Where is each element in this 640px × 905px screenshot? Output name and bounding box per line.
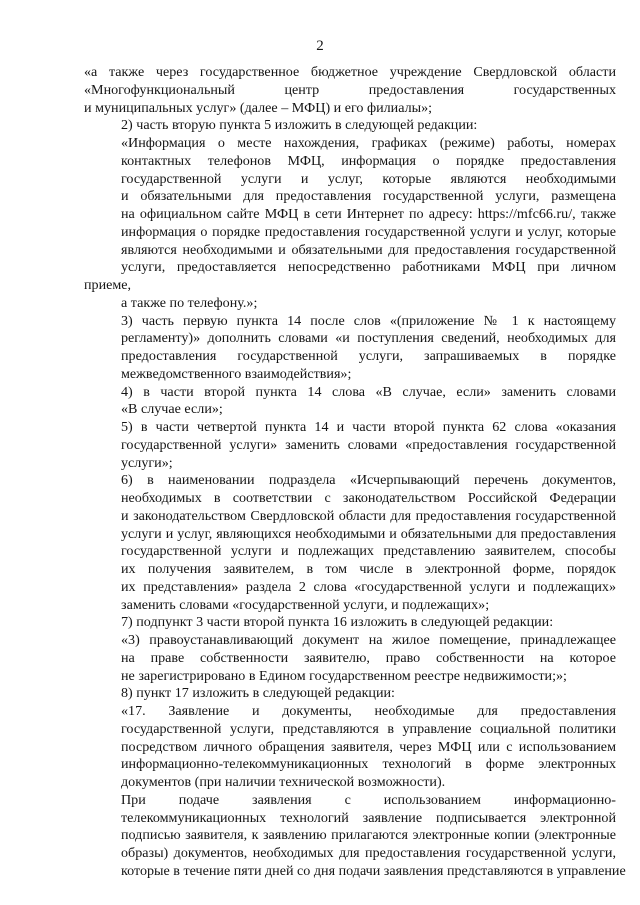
text-line: регламенту)» дополнить словами «и поступления сведений, необходимых для [121,330,616,347]
paragraph-p10 [84,685,616,703]
text-line: 7) подпункт 3 части второй пункта 16 изложить в следующей редакции: [121,614,554,631]
paragraph-p08 [84,614,616,632]
paragraph-p05 [84,384,616,420]
paragraph-p01 [84,64,616,117]
text-line: их получения заявителем, в том числе в электронной форме, порядок [121,561,616,577]
text-line: являются необходимыми и обязательными для предоставления государственной [121,241,616,258]
text-line: межведомственного взаимодействия»; [121,365,352,382]
text-line: заменить словами «государственной услуги, и подлежащих»; [121,596,490,613]
text-line: документов (при наличии технической возможности). [121,774,446,790]
page-number: 2 [316,38,324,54]
text-line: государственной услуги, представляются в управление социальной политики [121,720,616,737]
text-line: посредством личного обращения заявителя, через МФЦ или с использованием [121,738,616,755]
text-line: «В случае если»; [121,401,223,418]
text-line: 3) часть первую пункта 14 после слов «(приложение № 1 к настоящему [121,312,616,329]
text-line: государственной услуги и подлежащих представлению заявителем, способы [121,543,616,560]
text-line: и обязательными для предоставления государственной услуги, размещена [121,188,616,205]
text-line: государственной услуги» заменить словами «предоставления государственной [121,436,616,453]
text-line: услуги»; [121,454,173,471]
text-line: услуги и услуг, являющихся необходимыми и обязательными для предоставления [121,525,616,542]
paragraph-p12 [84,791,626,881]
text-line: информация о порядке предоставления государственной услуги и услуг, которые [121,223,616,240]
paragraph-p02 [84,117,616,135]
text-line: «17. Заявление и документы, необходимые для предоставления [121,703,616,719]
text-line: которые в течение пяти дней со дня подачи заявления представляются в управление [121,862,626,879]
paragraph-p09 [84,632,616,685]
text-line: 8) пункт 17 изложить в следующей редакции: [121,685,395,702]
text-line: информационно-телекоммуникационных технологий в форме электронных [121,756,616,773]
text-line: 6) в наименовании подраздела «Исчерпывающий перечень документов, [121,472,616,489]
text-line: государственной услуги и услуг, которые являются необходимыми [121,170,616,187]
text-line: на праве собственности заявителю, право собственности на которое [121,649,616,666]
paragraph-p03 [84,135,616,313]
text-line: предоставления государственной услуги, запрашиваемых в порядке [121,348,616,364]
text-line: и законодательством Свердловской области для предоставления государственной [121,507,616,524]
text-line: «Многофункциональный центр предоставления государственных [84,81,616,98]
text-line: контактных телефонов МФЦ, информация о порядке предоставления [121,152,616,169]
text-line: При подаче заявления с использованием информационно- [121,791,616,808]
paragraph-p04 [84,313,616,384]
text-line: на официальном сайте МФЦ в сети Интернет по адресу: https://mfc66.ru/, также [121,206,616,222]
text-line: 2) часть вторую пункта 5 изложить в следующей редакции: [121,117,478,134]
text-line: 4) в части второй пункта 14 слова «В случае, если» заменить словами [121,383,616,400]
text-line: «а также через государственное бюджетное учреждение Свердловской области [84,64,616,80]
text-line: телекоммуникационных технологий заявление подписывается электронной [121,809,616,826]
text-line: «Информация о месте нахождения, графиках (режиме) работы, номерах [121,135,616,151]
text-line: 5) в части четвертой пункта 14 и части второй пункта 62 слова «оказания [121,419,616,435]
text-line: необходимых в соответствии с законодательством Российской Федерации [121,490,616,506]
text-line: «3) правоустанавливающий документ на жилое помещение, принадлежащее [121,632,616,648]
document-body [84,64,626,881]
text-line: услуги, предоставляется непосредственно работниками МФЦ при личном приеме, [84,259,616,293]
text-line: образы) документов, необходимых для предоставления государственной услуги, [121,845,616,861]
text-line: и муниципальных услуг» (далее – МФЦ) и его филиалы»; [84,99,433,116]
text-line: не зарегистрировано в Едином государственном реестре недвижимости;»; [121,667,567,684]
text-line: подписью заявителя, к заявлению прилагаются электронные копии (электронные [121,827,616,844]
paragraph-p11 [84,703,616,792]
text-line: их представления» раздела 2 слова «государственной услуги и подлежащих» [121,578,616,595]
text-line: а также по телефону.»; [121,294,258,311]
paragraph-p07 [84,472,616,614]
paragraph-p06 [84,419,616,472]
